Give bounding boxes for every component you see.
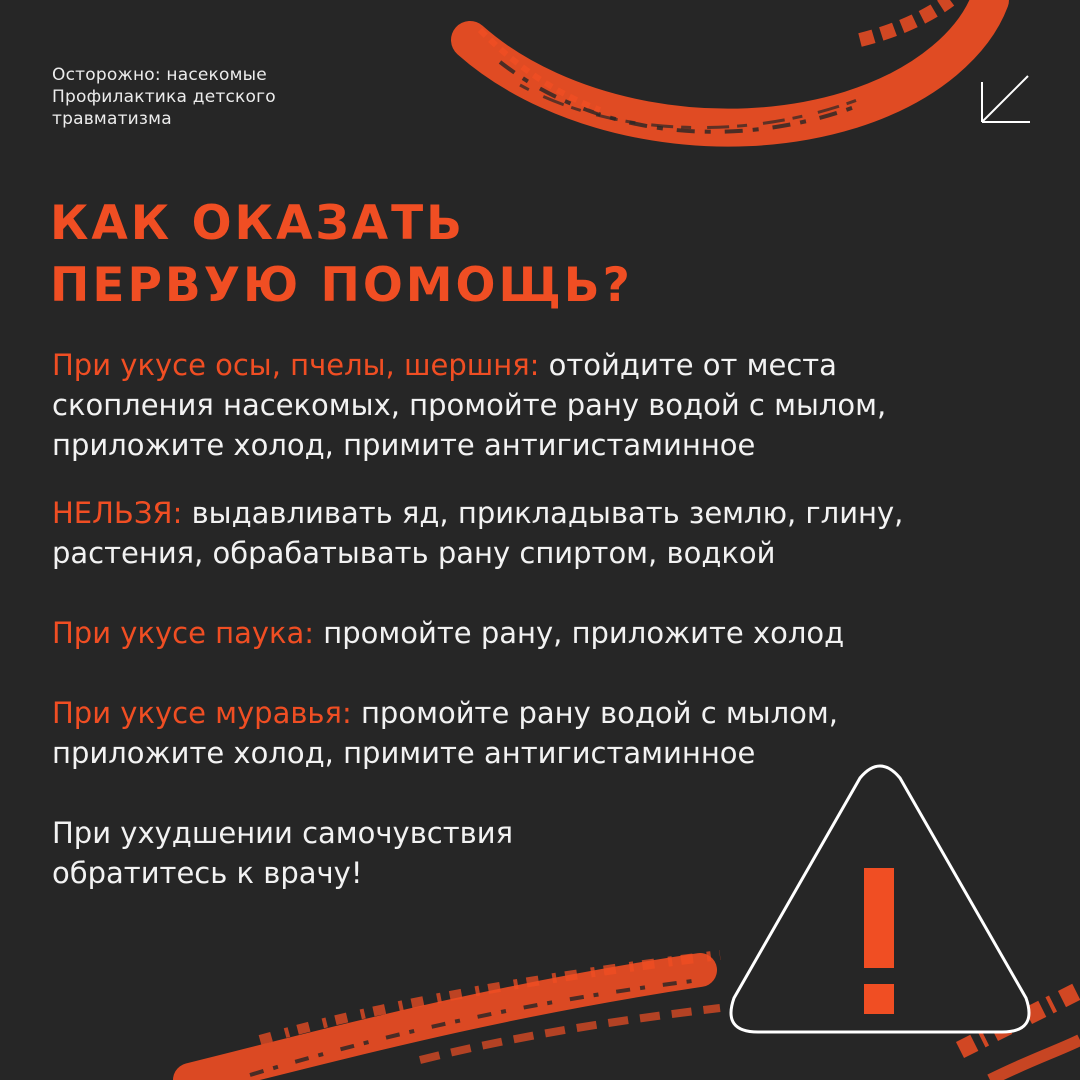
header-caption	[52, 64, 276, 130]
header-line: Осторожно: насекомые	[52, 65, 267, 85]
footer-note-line: обратитесь к врачу!	[52, 856, 363, 890]
section-text: отойдите от места	[539, 348, 837, 382]
section-label: НЕЛЬЗЯ:	[52, 496, 183, 530]
section-wasp-bite	[52, 345, 1012, 465]
header-line: Профилактика детского	[52, 87, 276, 107]
title-line: ПЕРВУЮ ПОМОЩЬ?	[50, 258, 633, 313]
section-text: скопления насекомых, промойте рану водой с мылом,	[52, 388, 887, 422]
arrow-down-left-icon	[976, 72, 1032, 128]
section-label: При укусе муравья:	[52, 696, 352, 730]
footer-note-line: При ухудшении самочувствия	[52, 816, 514, 850]
warning-triangle-icon	[720, 760, 1040, 1046]
section-text: промойте рану, приложите холод	[314, 616, 845, 650]
page-title	[50, 193, 633, 317]
section-text: выдавливать яд, прикладывать землю, глину,	[182, 496, 904, 530]
title-line: КАК ОКАЗАТЬ	[50, 196, 465, 251]
section-spider-bite	[52, 613, 1012, 653]
section-text: растения, обрабатывать рану спиртом, водкой	[52, 536, 776, 570]
section-label: При укусе паука:	[52, 616, 315, 650]
section-text: приложите холод, примите антигистаминное	[52, 736, 756, 770]
header-line: травматизма	[52, 109, 172, 129]
footer-note	[52, 813, 672, 893]
section-forbidden	[52, 493, 1012, 573]
section-text: промойте рану водой с мылом,	[351, 696, 839, 730]
section-text: приложите холод, примите антигистаминное	[52, 428, 756, 462]
section-label: При укусе осы, пчелы, шершня:	[52, 348, 540, 382]
